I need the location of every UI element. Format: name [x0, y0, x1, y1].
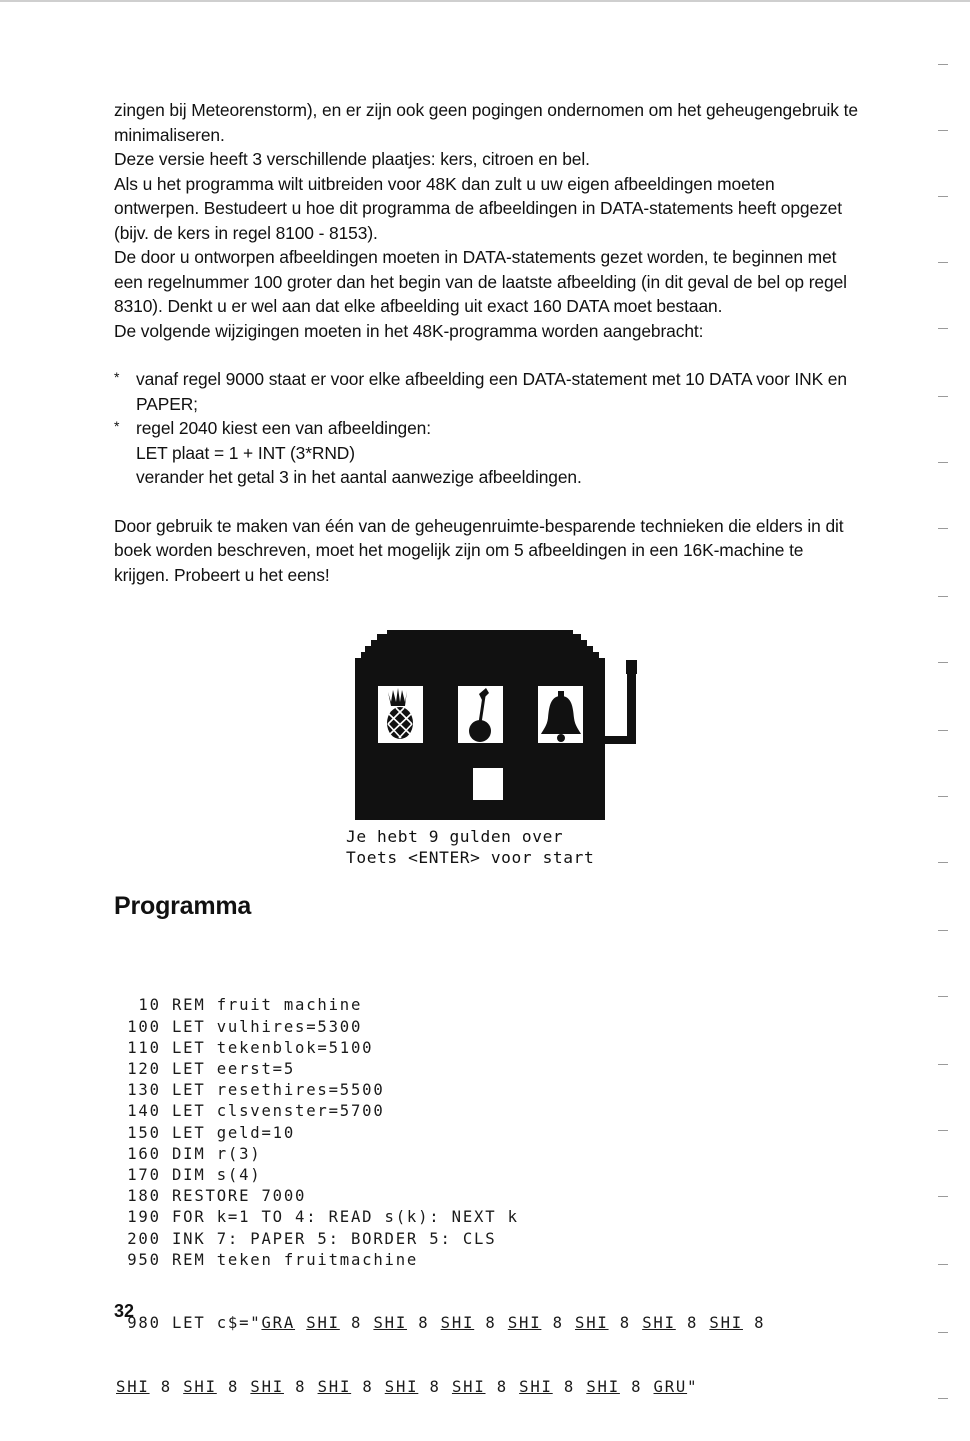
edge-mark	[938, 1398, 948, 1399]
graphics-key-token: SHI	[642, 1314, 676, 1333]
edge-mark	[938, 1332, 948, 1333]
section-heading: Programma	[114, 892, 252, 920]
token: 8	[227, 1378, 240, 1397]
line-code: FOR k=1 TO 4: READ s(k): NEXT k	[171, 1208, 519, 1227]
token: 8	[418, 1314, 430, 1333]
edge-mark	[938, 996, 948, 997]
spacer	[114, 490, 859, 514]
page-number: 32	[114, 1301, 135, 1321]
graphics-key-token: SHI	[519, 1378, 553, 1397]
graphics-key-token: GRU	[653, 1378, 688, 1397]
line-code: LET clsvenster=5700	[171, 1102, 385, 1121]
reel-window-2	[458, 686, 503, 743]
closing-paragraph: Door gebruik te maken van één van de geheugenruimte-besparende technieken die elders in dit boek worden beschreven, moet het mogelijk zijn om 5 afbeeldingen in een 16K-machine te krijgen. Probeert u het eens!	[114, 515, 844, 585]
lever-stick	[627, 666, 636, 744]
line-code: LET vulhires=5300	[171, 1017, 363, 1036]
edge-mark	[938, 462, 948, 463]
token: 8	[619, 1314, 631, 1333]
graphics-key-token: SHI	[440, 1314, 475, 1333]
line-number: 140	[116, 1102, 172, 1121]
token: 8	[485, 1314, 497, 1333]
listing-line	[116, 1101, 765, 1122]
program-listing	[116, 953, 765, 1441]
edge-mark	[938, 396, 948, 397]
spacer	[114, 343, 859, 367]
lever-arm	[605, 736, 636, 744]
listing-line-980-cont	[116, 1377, 765, 1398]
line-code: DIM s(4)	[171, 1166, 262, 1185]
listing-line	[116, 1080, 765, 1101]
bullet-item	[114, 367, 859, 416]
edge-mark	[938, 262, 948, 263]
fruit-machine-illustration	[355, 630, 645, 830]
line-code: LET resethires=5500	[171, 1081, 385, 1100]
listing-line	[116, 1229, 765, 1250]
token: 8	[631, 1378, 643, 1397]
listing-980-part1	[116, 1314, 765, 1332]
reel-window-1	[378, 686, 423, 743]
line-number: 130	[116, 1081, 172, 1100]
edge-mark	[938, 64, 948, 65]
bullet-text: LET plaat = 1 + INT (3*RND)	[136, 442, 355, 463]
bullet-marker: *	[114, 418, 120, 434]
listing-line	[116, 1059, 765, 1080]
line-code: REM fruit machine	[171, 996, 363, 1015]
edge-mark	[938, 196, 948, 197]
token: 8	[754, 1314, 766, 1333]
paragraph-2: Deze versie heeft 3 verschillende plaatjes: kers, citroen en bel.	[114, 149, 590, 169]
paragraph-3: Als u het programma wilt uitbreiden voor 48K dan zult u uw eigen afbeeldingen moeten ontwerpen. Bestudeert u hoe dit programma de afbeeldingen in DATA-statements heeft opgezet (bijv. de kers in regel 8100 - 8153).	[114, 173, 842, 243]
token: 8	[552, 1314, 564, 1333]
edge-mark	[938, 596, 948, 597]
listing-line-980	[116, 1313, 765, 1334]
edge-mark	[938, 1264, 948, 1265]
graphics-key-token: SHI	[507, 1314, 542, 1333]
listing-line	[116, 1017, 765, 1038]
line-number: 110	[116, 1038, 172, 1057]
bullet-text: regel 2040 kiest een van afbeeldingen:	[136, 418, 431, 438]
screen-caption	[346, 826, 594, 868]
graphics-key-token: SHI	[317, 1378, 352, 1397]
line-code: LET geld=10	[171, 1123, 296, 1142]
edge-mark	[938, 862, 948, 863]
line-code: "	[687, 1378, 699, 1397]
body-text	[114, 98, 859, 587]
edge-mark	[938, 662, 948, 663]
caption-line: Toets <ENTER> voor start	[346, 848, 595, 867]
line-code: INK 7: PAPER 5: BORDER 5: CLS	[171, 1229, 497, 1248]
token: 8	[686, 1314, 699, 1333]
edge-mark	[938, 730, 948, 731]
line-code: REM teken fruitmachine	[171, 1250, 419, 1269]
graphics-key-token: GRA	[261, 1314, 296, 1333]
lever-knob	[626, 660, 637, 674]
graphics-key-token: SHI	[586, 1378, 620, 1397]
listing-line	[116, 1144, 765, 1165]
edge-mark	[938, 528, 948, 529]
listing-line	[116, 1038, 765, 1059]
line-number: 170	[116, 1166, 172, 1185]
graphics-key-token: SHI	[183, 1378, 217, 1397]
graphics-key-token: SHI	[575, 1314, 609, 1333]
bullet-item	[114, 416, 859, 490]
token: 8	[563, 1378, 576, 1397]
listing-lines	[116, 995, 765, 1271]
token: 8	[351, 1314, 363, 1333]
token: 8	[496, 1378, 508, 1397]
listing-line	[116, 1250, 765, 1271]
edge-mark	[938, 328, 948, 329]
caption-line: Je hebt 9 gulden over	[346, 827, 564, 846]
line-number: 200	[116, 1229, 172, 1248]
edge-mark	[938, 130, 948, 131]
token: 8	[362, 1378, 374, 1397]
line-code: LET c$="	[171, 1314, 262, 1333]
line-number: 180	[116, 1187, 172, 1206]
edge-mark	[938, 796, 948, 797]
graphics-key-token: SHI	[306, 1314, 340, 1333]
reel-window-3	[538, 686, 583, 743]
line-number: 160	[116, 1144, 172, 1163]
line-number: 980	[116, 1314, 172, 1333]
edge-mark	[938, 930, 948, 931]
listing-line	[116, 1165, 765, 1186]
line-number: 100	[116, 1017, 172, 1036]
line-number: 120	[116, 1060, 172, 1079]
paragraph-5: De volgende wijzigingen moeten in het 48K-programma worden aangebracht:	[114, 320, 704, 341]
graphics-key-token: SHI	[709, 1314, 743, 1333]
listing-line	[116, 1123, 765, 1144]
line-number: 150	[116, 1123, 172, 1142]
edge-mark	[938, 1196, 948, 1197]
listing-line	[116, 995, 765, 1016]
listing-line	[116, 1186, 765, 1207]
listing-line	[116, 1207, 765, 1228]
line-number: 190	[116, 1208, 172, 1227]
line-number: 10	[116, 996, 172, 1015]
token: 8	[429, 1378, 441, 1397]
bullet-marker: *	[114, 369, 120, 385]
line-number: 950	[116, 1250, 172, 1269]
line-code: LET tekenblok=5100	[171, 1038, 374, 1057]
graphics-key-token: SHI	[384, 1378, 419, 1397]
line-code: LET eerst=5	[171, 1060, 296, 1079]
line-code: RESTORE 7000	[171, 1187, 307, 1206]
token: 8	[295, 1378, 307, 1397]
listing-980-part2	[116, 1378, 698, 1396]
bullet-text: verander het getal 3 in het aantal aanwezige afbeeldingen.	[136, 467, 582, 487]
paragraph-1: zingen bij Meteorenstorm), en er zijn ook geen pogingen ondernomen om het geheugengebruik te minimaliseren.	[114, 100, 858, 145]
edge-mark	[938, 1130, 948, 1131]
top-edge	[0, 0, 970, 2]
graphics-key-token: SHI	[250, 1378, 284, 1397]
token: 8	[160, 1378, 172, 1397]
graphics-key-token: SHI	[451, 1378, 486, 1397]
paragraph-4: De door u ontworpen afbeeldingen moeten in DATA-statements gezet worden, te beginnen met een regelnummer 100 groter dan het begin van de laatste afbeelding (in dit geval de bel op regel 8310). Denkt u er wel aan dat elke afbeelding uit exact 160 DATA moet bestaan.	[114, 247, 847, 316]
bullet-text: vanaf regel 9000 staat er voor elke afbeelding een DATA-statement met 10 DATA voor INK en PAPER;	[136, 369, 847, 414]
start-button	[473, 768, 503, 800]
edge-mark	[938, 1064, 948, 1065]
graphics-key-token: SHI	[373, 1314, 408, 1333]
graphics-key-token: SHI	[116, 1378, 150, 1397]
line-code: DIM r(3)	[171, 1144, 262, 1163]
